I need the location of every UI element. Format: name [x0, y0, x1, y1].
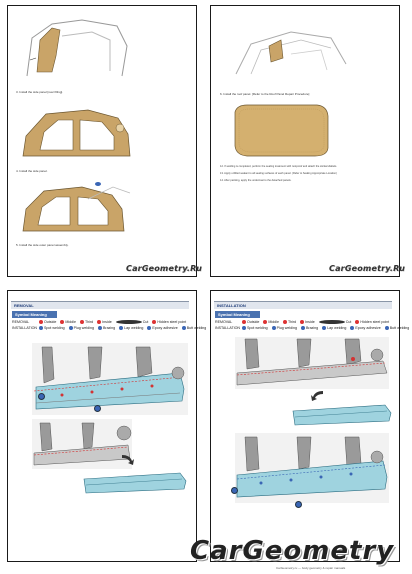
figure-sill-inner	[32, 419, 132, 469]
brazing-icon	[301, 326, 305, 330]
manual-page-4	[210, 290, 410, 562]
hidden-steel-marker-icon	[355, 320, 359, 324]
figure-roof-frame	[231, 24, 351, 84]
caption-step-4: 4. Install the side panel.	[16, 169, 48, 173]
callout-circle	[94, 405, 101, 412]
inside-marker-icon	[300, 320, 304, 324]
plug-welding-icon	[272, 326, 276, 330]
spot-welding-icon	[39, 326, 43, 330]
figure-roof-panel	[231, 102, 331, 158]
watermark-logo: CarGeometry.Ru	[329, 264, 405, 273]
note-step-14: 14. After painting, apply the undercoat to the detached panels.	[220, 179, 292, 182]
butt-welding-icon	[385, 326, 389, 330]
figure-sill-welding	[235, 433, 389, 503]
callout-circle	[231, 487, 238, 494]
watermark-logo: CarGeometry.Ru	[126, 264, 202, 273]
figure-side-sill-removal	[32, 343, 188, 415]
footer-tagline: CarGeometry.ru — body geometry & repair manuals	[276, 566, 346, 570]
symbol-row-installation: INSTALLATION Spot welding Plug welding Brazing Lap welding Epoxy adhesive Butt welding	[12, 326, 207, 330]
spot-welding-icon	[242, 326, 246, 330]
epoxy-adhesive-icon	[147, 326, 151, 330]
epoxy-adhesive-icon	[350, 326, 354, 330]
third-marker-icon	[283, 320, 287, 324]
outside-marker-icon	[39, 320, 43, 324]
note-step-13: 13. Apply unfilled sealant to all sealing surfaces of each panel. (Refer to Sealing Appropriate Location)	[220, 172, 337, 175]
symbol-row-installation: INSTALLATION Spot welding Plug welding Brazing Lap welding Epoxy adhesive Butt welding	[215, 326, 410, 330]
symbol-row-removal: REMOVAL Outside Middle Third Inside Cut Hidden steel point	[215, 320, 390, 324]
manual-page-2	[210, 5, 405, 277]
middle-marker-icon	[60, 320, 64, 324]
caption-step-3: 3. Install the side panel [rear filling].	[16, 90, 64, 94]
figure-new-sill-panel	[289, 403, 393, 427]
figure-side-panel-rear	[22, 16, 132, 80]
manual-page-3	[7, 290, 207, 562]
callout-circle	[295, 501, 302, 508]
hidden-steel-marker-icon	[152, 320, 156, 324]
caption-step-6: 6. Install the roof panel. [Refer to the Roof Panel Repair Procedure]	[220, 92, 310, 96]
cut-marker-icon	[116, 320, 142, 324]
note-step-12: 12. If welding is completed, perform the sealing treatment with rustproof and attach the stickers/labels.	[220, 165, 338, 168]
brazing-icon	[98, 326, 102, 330]
symbol-meaning-title: Symbol Meaning	[215, 311, 260, 318]
middle-marker-icon	[263, 320, 267, 324]
butt-welding-icon	[182, 326, 186, 330]
figure-sill-installed	[235, 337, 389, 389]
caption-step-5: 5. Install the side outer panel assembly.	[16, 243, 69, 247]
manual-page-1	[7, 5, 202, 277]
arrow-down-icon	[120, 453, 136, 467]
lap-welding-icon	[119, 326, 123, 330]
footer-logo: CarGeometry	[190, 536, 395, 566]
plug-welding-icon	[69, 326, 73, 330]
figure-side-outer-panel	[18, 179, 138, 237]
figure-new-sill-panel	[80, 471, 188, 495]
lap-welding-icon	[322, 326, 326, 330]
symbol-meaning-title: Symbol Meaning	[12, 311, 57, 318]
section-header: INSTALLATION	[214, 301, 392, 309]
third-marker-icon	[80, 320, 84, 324]
cut-marker-icon	[319, 320, 345, 324]
symbol-row-removal: REMOVAL Outside Middle Third Inside Cut Hidden steel point	[12, 320, 187, 324]
section-header: REMOVAL	[11, 301, 189, 309]
outside-marker-icon	[242, 320, 246, 324]
figure-side-panel	[18, 106, 138, 161]
callout-circle	[38, 393, 45, 400]
inside-marker-icon	[97, 320, 101, 324]
arrow-down-icon	[309, 389, 325, 403]
